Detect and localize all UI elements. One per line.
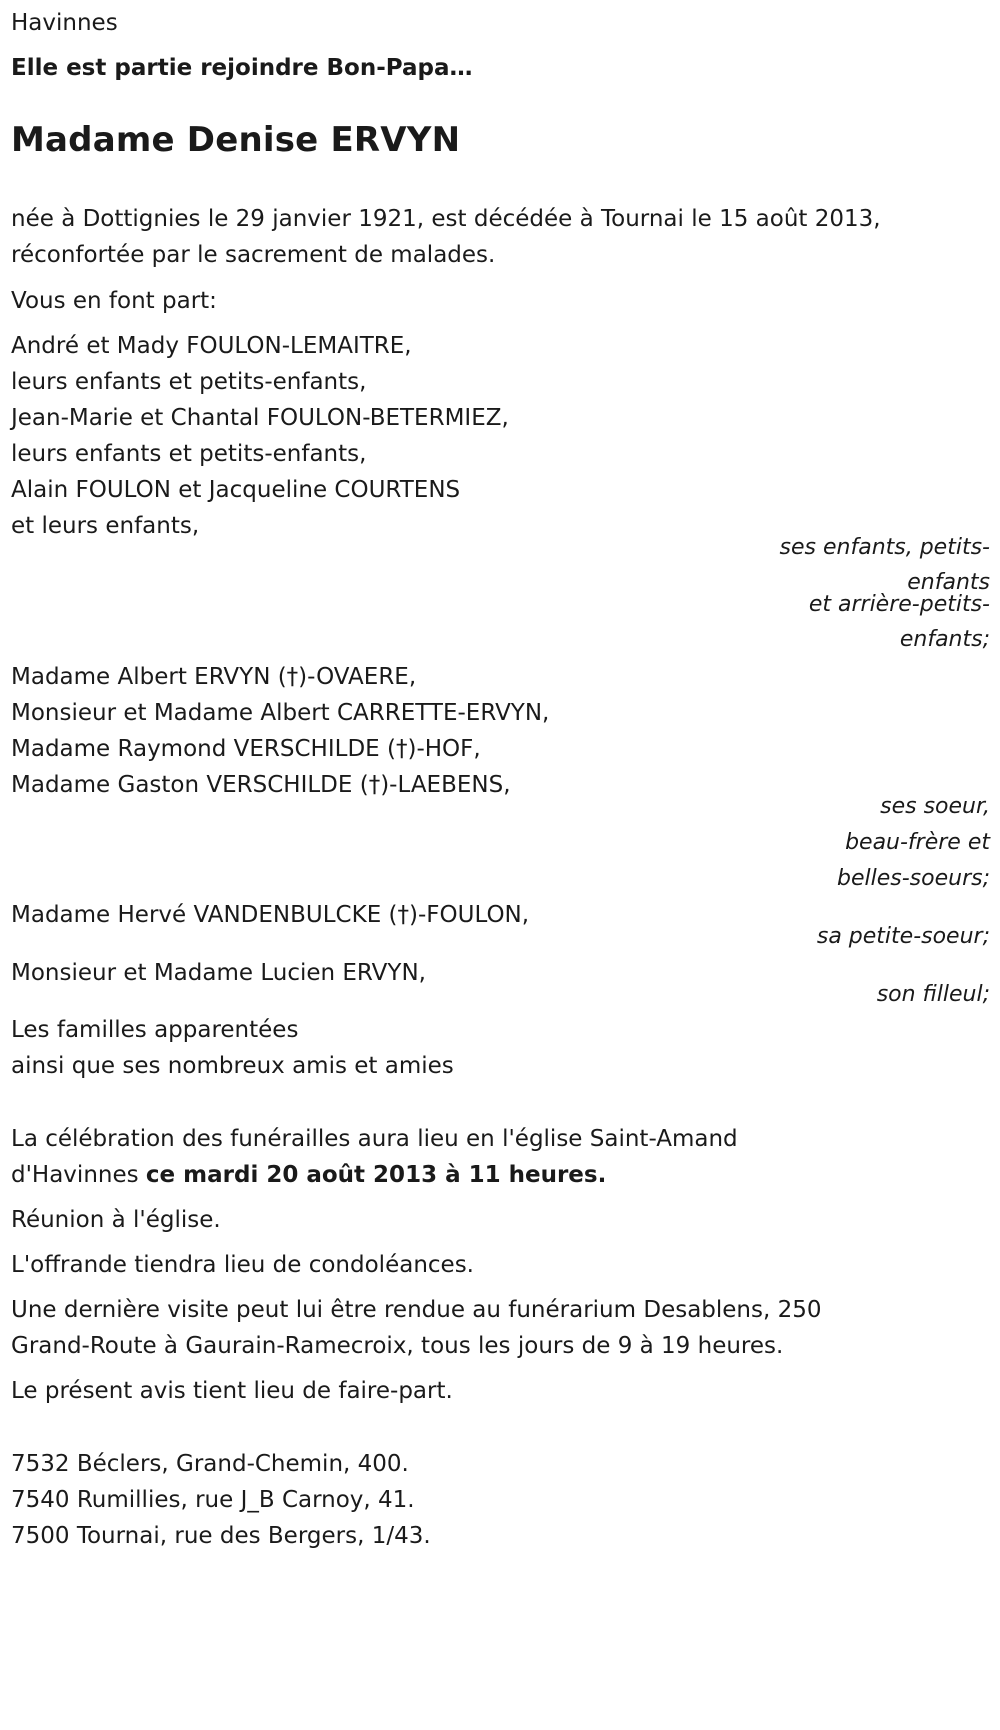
- family-line: Madame Hervé VANDENBULCKE (†)-FOULON,: [11, 902, 530, 928]
- address-line: 7540 Rumillies, rue J_B Carnoy, 41.: [11, 1487, 415, 1513]
- family-line: André et Mady FOULON-LEMAITRE,: [11, 333, 412, 359]
- family-line: leurs enfants et petits-enfants,: [11, 369, 367, 395]
- family-line: Madame Albert ERVYN (†)-OVAERE,: [11, 664, 417, 690]
- family-line: Madame Gaston VERSCHILDE (†)-LAEBENS,: [11, 772, 511, 798]
- families-line-1: Les familles apparentées: [11, 1017, 299, 1043]
- notice-note: Le présent avis tient lieu de faire-part.: [11, 1378, 453, 1404]
- funeral-place: d'Havinnes: [11, 1162, 146, 1188]
- address-line: 7532 Béclers, Grand-Chemin, 400.: [11, 1451, 409, 1477]
- funeral-line-1: La célébration des funérailles aura lieu en l'église Saint-Amand: [11, 1126, 738, 1152]
- family-line: Jean-Marie et Chantal FOULON-BETERMIEZ,: [11, 405, 509, 431]
- relation-line: ses enfants, petits-: [779, 535, 990, 560]
- visit-line-2: Grand-Route à Gaurain-Ramecroix, tous les jours de 9 à 19 heures.: [11, 1333, 784, 1359]
- offering-note: L'offrande tiendra lieu de condoléances.: [11, 1252, 474, 1278]
- relation-line: son filleul;: [876, 982, 990, 1007]
- relation-line: beau-frère et: [845, 830, 990, 855]
- families-line-2: ainsi que ses nombreux amis et amies: [11, 1053, 454, 1079]
- family-line: Madame Raymond VERSCHILDE (†)-HOF,: [11, 736, 481, 762]
- reunion-note: Réunion à l'église.: [11, 1207, 221, 1233]
- relation-line: enfants: [907, 570, 990, 595]
- family-line: et leurs enfants,: [11, 513, 200, 539]
- relation-line: et arrière-petits-: [808, 592, 990, 617]
- family-line: Alain FOULON et Jacqueline COURTENS: [11, 477, 461, 503]
- relation-line: enfants;: [899, 627, 990, 652]
- family-line: Monsieur et Madame Lucien ERVYN,: [11, 960, 426, 986]
- visit-line-1: Une dernière visite peut lui être rendue au funérarium Desablens, 250: [11, 1297, 822, 1323]
- address-line: 7500 Tournai, rue des Bergers, 1/43.: [11, 1523, 431, 1549]
- deceased-name: Madame Denise ERVYN: [11, 120, 461, 160]
- bio-line-1: née à Dottignies le 29 janvier 1921, est décédée à Tournai le 15 août 2013,: [11, 206, 881, 232]
- bio-line-2: réconfortée par le sacrement de malades.: [11, 242, 496, 268]
- announcers-intro: Vous en font part:: [11, 288, 217, 314]
- relation-line: belles-soeurs;: [837, 866, 990, 891]
- funeral-date: ce mardi 20 août 2013 à 11 heures.: [145, 1162, 607, 1188]
- funeral-line-2: [11, 1160, 606, 1190]
- location: Havinnes: [11, 10, 118, 36]
- relation-line: sa petite-soeur;: [816, 924, 990, 949]
- family-line: Monsieur et Madame Albert CARRETTE-ERVYN,: [11, 700, 550, 726]
- relation-line: ses soeur,: [880, 794, 990, 819]
- family-line: leurs enfants et petits-enfants,: [11, 441, 367, 467]
- tagline: Elle est partie rejoindre Bon-Papa…: [11, 55, 473, 81]
